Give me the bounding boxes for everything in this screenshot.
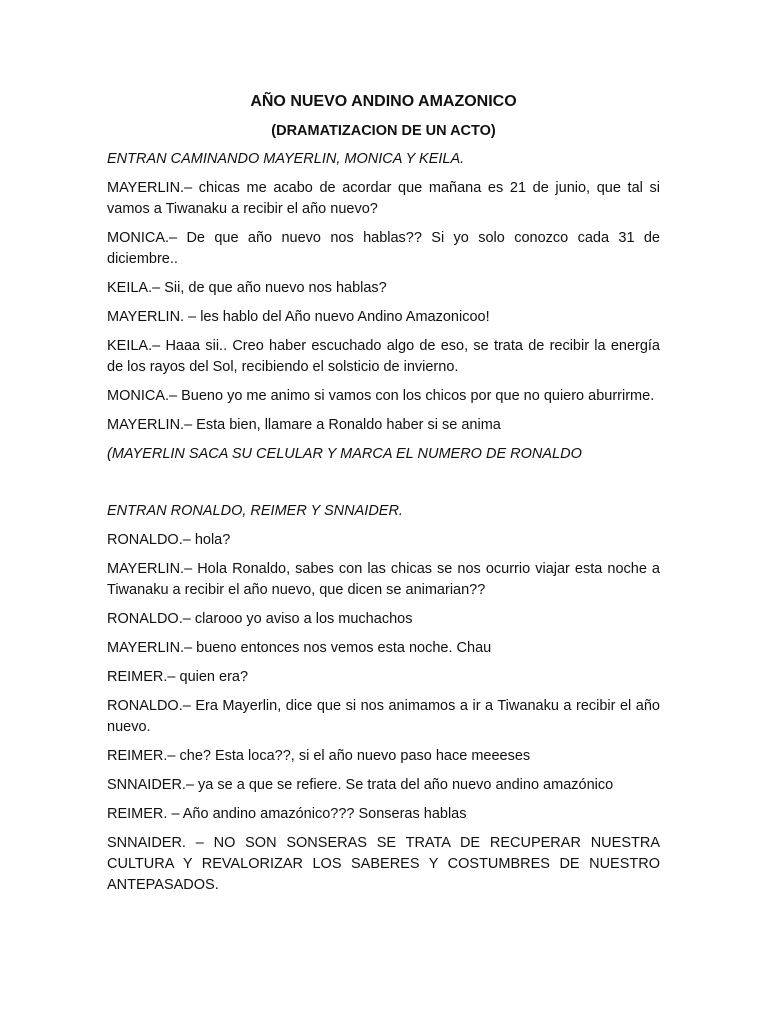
dialogue-line: REIMER.– che? Esta loca??, si el año nuevo paso hace meeeses [107,748,531,764]
scene-break [107,473,660,501]
dialogue-line: MONICA.– Bueno yo me animo si vamos con los chicos por que no quiero aburrirme. [107,388,655,404]
stage-direction: (MAYERLIN SACA SU CELULAR Y MARCA EL NUMERO DE RONALDO [107,446,582,462]
stage-direction: ENTRAN CAMINANDO MAYERLIN, MONICA Y KEILA. [107,151,465,167]
dialogue-line: SNNAIDER.– ya se a que se refiere. Se trata del año nuevo andino amazónico [107,777,614,793]
dialogue-line: RONALDO.– clarooo yo aviso a los muchachos [107,611,413,627]
dialogue-line: REIMER.– quien era? [107,669,249,685]
dialogue-line: MAYERLIN.– Hola Ronaldo, sabes con las chicas se nos ocurrio viajar esta noche a Tiwanaku a recibir el año nuevo, que dicen se animarian?? [107,561,660,598]
stage-direction: ENTRAN RONALDO, REIMER Y SNNAIDER. [107,503,403,519]
dialogue-line: MONICA.– De que año nuevo nos hablas?? Si yo solo conozco cada 31 de diciembre.. [107,230,660,267]
dialogue-line: MAYERLIN.– chicas me acabo de acordar que mañana es 21 de junio, que tal si vamos a Tiwanaku a recibir el año nuevo? [107,180,660,217]
document-page [107,92,660,904]
dialogue-line: REIMER. – Año andino amazónico??? Sonseras hablas [107,806,467,822]
document-subtitle: (DRAMATIZACION DE UN ACTO) [271,123,496,139]
dialogue-line: RONALDO.– hola? [107,532,231,548]
dialogue-line: KEILA.– Sii, de que año nuevo nos hablas? [107,280,387,296]
dialogue-line: MAYERLIN.– Esta bien, llamare a Ronaldo haber si se anima [107,417,501,433]
dialogue-line: MAYERLIN.– bueno entonces nos vemos esta noche. Chau [107,640,492,656]
document-title: AÑO NUEVO ANDINO AMAZONICO [250,93,517,110]
dialogue-line: SNNAIDER. – NO SON SONSERAS SE TRATA DE RECUPERAR NUESTRA CULTURA Y REVALORIZAR LOS SABERES Y COSTUMBRES DE NUESTRO ANTEPASADOS. [107,835,660,893]
dialogue-line: RONALDO.– Era Mayerlin, dice que si nos animamos a ir a Tiwanaku a recibir el año nuevo. [107,698,660,735]
dialogue-line: MAYERLIN. – les hablo del Año nuevo Andino Amazonicoo! [107,309,490,325]
dialogue-line: KEILA.– Haaa sii.. Creo haber escuchado algo de eso, se trata de recibir la energía de los rayos del Sol, recibiendo el solsticio de invierno. [107,338,660,375]
